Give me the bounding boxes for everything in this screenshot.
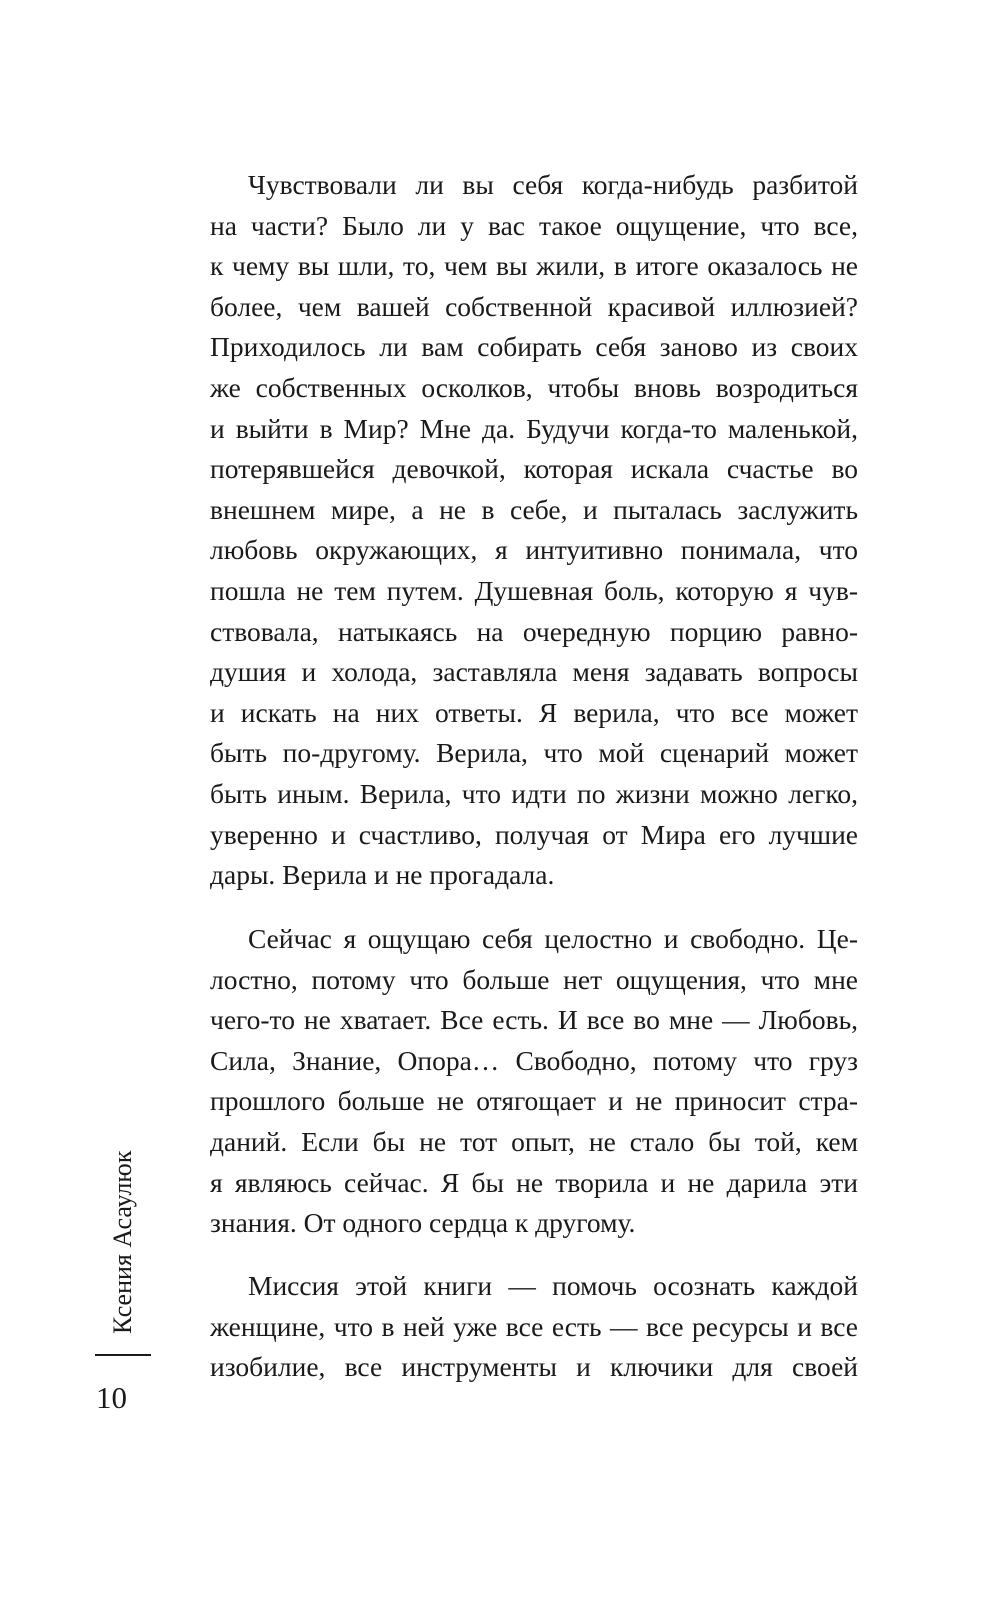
paragraph-1 xyxy=(210,165,858,896)
text-line: ствовала, натыкаясь на очередную порцию равно- xyxy=(210,615,858,647)
text-line: душия и холода, заставляла меня задавать вопросы xyxy=(210,656,858,688)
text-line: дары. Верила и не прогадала. xyxy=(210,859,555,891)
text-line: лостно, потому что больше нет ощущения, что мне xyxy=(210,963,858,995)
text-line: более, чем вашей собственной красивой иллюзией? xyxy=(210,290,858,322)
text-line: Сейчас я ощущаю себя целостно и свободно. Це- xyxy=(248,923,858,954)
text-line: Чувствовали ли вы себя когда-нибудь разбитой xyxy=(248,169,858,200)
text-line: уверенно и счастливо, получая от Мира его лучшие xyxy=(210,818,858,850)
page-number: 10 xyxy=(96,1380,127,1415)
text-line: же собственных осколков, чтобы вновь возродиться xyxy=(210,371,858,403)
text-line: и выйти в Мир? Мне да. Будучи когда-то маленькой, xyxy=(210,412,858,444)
text-line: чего-то не хватает. Все есть. И все во мне — Любовь, xyxy=(210,1004,858,1036)
author-name: Ксения Асаулюк xyxy=(108,1150,137,1334)
text-line: изобилие, все инструменты и ключики для своей xyxy=(210,1351,858,1383)
page-number-rule xyxy=(95,1354,151,1356)
author-running-head xyxy=(88,1138,148,1338)
text-line: быть по-другому. Верила, что мой сценарий может xyxy=(210,737,858,769)
text-line: я являюсь сейчас. Я бы не творила и не дарила эти xyxy=(210,1166,858,1198)
paragraph-text xyxy=(210,1266,858,1388)
text-line: прошлого больше не отягощает и не приносит стра- xyxy=(210,1085,858,1117)
text-line: любовь окружающих, я интуитивно понимала, что xyxy=(210,534,858,566)
text-line: знания. От одного сердца к другому. xyxy=(210,1207,636,1239)
paragraph-text xyxy=(210,919,858,1244)
text-line: женщине, что в ней уже все есть — все ресурсы и все xyxy=(210,1310,858,1342)
text-line: Сила, Знание, Опора… Свободно, потому что груз xyxy=(210,1044,858,1076)
text-line: к чему вы шли, то, чем вы жили, в итоге оказалось не xyxy=(210,250,858,282)
text-line: потерявшейся девочкой, которая искала счастье во xyxy=(210,453,858,485)
paragraph-3 xyxy=(210,1266,858,1388)
text-line: на части? Было ли у вас такое ощущение, что все, xyxy=(210,209,858,241)
text-line: и искать на них ответы. Я верила, что все может xyxy=(210,696,858,728)
text-line: внешнем мире, а не в себе, и пыталась заслужить xyxy=(210,493,858,525)
text-line: Приходилось ли вам собирать себя заново из своих xyxy=(210,331,858,363)
text-line: даний. Если бы не тот опыт, не стало бы той, кем xyxy=(210,1125,858,1157)
text-line: пошла не тем путем. Душевная боль, которую я чув- xyxy=(210,574,858,606)
paragraph-text xyxy=(210,165,858,896)
text-line: быть иным. Верила, что идти по жизни можно легко, xyxy=(210,777,858,809)
text-line: Миссия этой книги — помочь осознать каждой xyxy=(248,1270,858,1301)
paragraph-2 xyxy=(210,919,858,1244)
